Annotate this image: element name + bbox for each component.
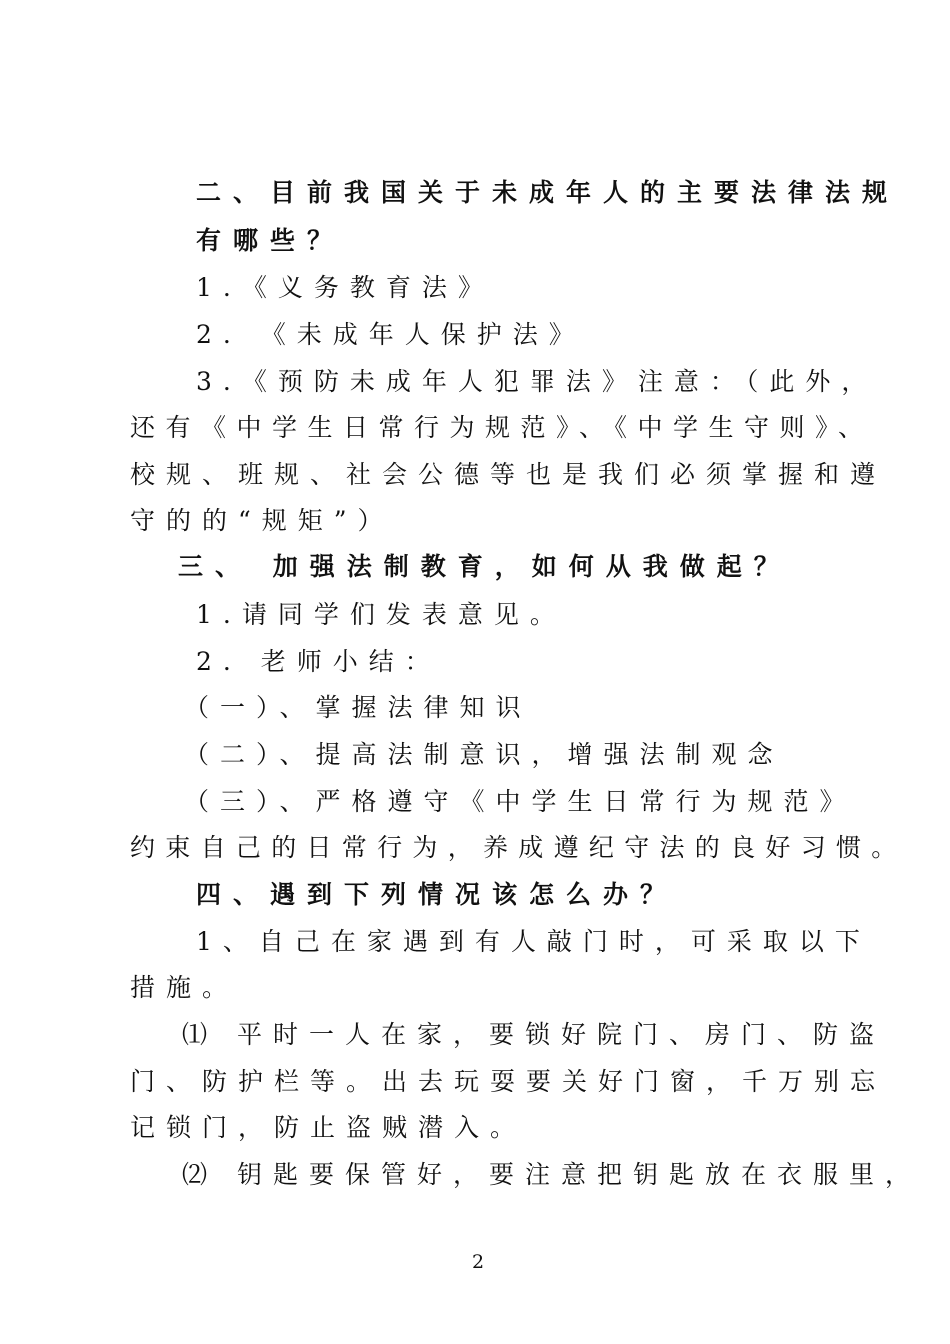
paragraph-line: 校规、班规、社会公德等也是我们必须掌握和遵 [130,460,887,489]
paragraph-line: ⑵ 钥匙要保管好，要注意把钥匙放在衣服里， [182,1160,921,1189]
paragraph-line: （三）、严格遵守《中学生日常行为规范》 [184,787,856,816]
paragraph-line: 2. 老师小结： [196,647,441,676]
paragraph-line: （一）、掌握法律知识 [184,693,532,722]
paragraph-line: 3.《预防未成年人犯罪法》注意：（此外， [196,367,878,396]
paragraph-line: （二）、提高法制意识，增强法制观念 [184,740,784,769]
section-heading: 四、遇到下列情况该怎么办？ [196,880,678,909]
page-number: 2 [472,1251,485,1273]
paragraph-line: 记锁门，防止盗贼潜入。 [130,1113,527,1142]
paragraph-line: 1.请同学们发表意见。 [196,600,566,629]
paragraph-line: 1、自己在家遇到有人敲门时，可采取以下 [196,927,871,956]
section-heading: 三、 加强法制教育，如何从我做起？ [178,552,791,581]
paragraph-line: 1.《义务教育法》 [196,273,494,302]
paragraph-line: 措施。 [130,973,239,1002]
paragraph-line: 2. 《未成年人保护法》 [196,320,585,349]
paragraph-line: 守的的“规矩”） [130,506,394,535]
section-heading-continued: 有哪些？ [196,226,345,255]
paragraph-line: 门、防护栏等。出去玩耍要关好门窗，千万别忘 [130,1067,887,1096]
section-heading: 二、目前我国关于未成年人的主要法律法规 [196,178,900,207]
paragraph-line: 还有《中学生日常行为规范》、《中学生守则》、 [130,413,874,442]
paragraph-line: 约束自己的日常行为，养成遵纪守法的良好习惯。 [130,833,907,862]
paragraph-line: ⑴ 平时一人在家，要锁好院门、房门、防盗 [182,1020,885,1049]
